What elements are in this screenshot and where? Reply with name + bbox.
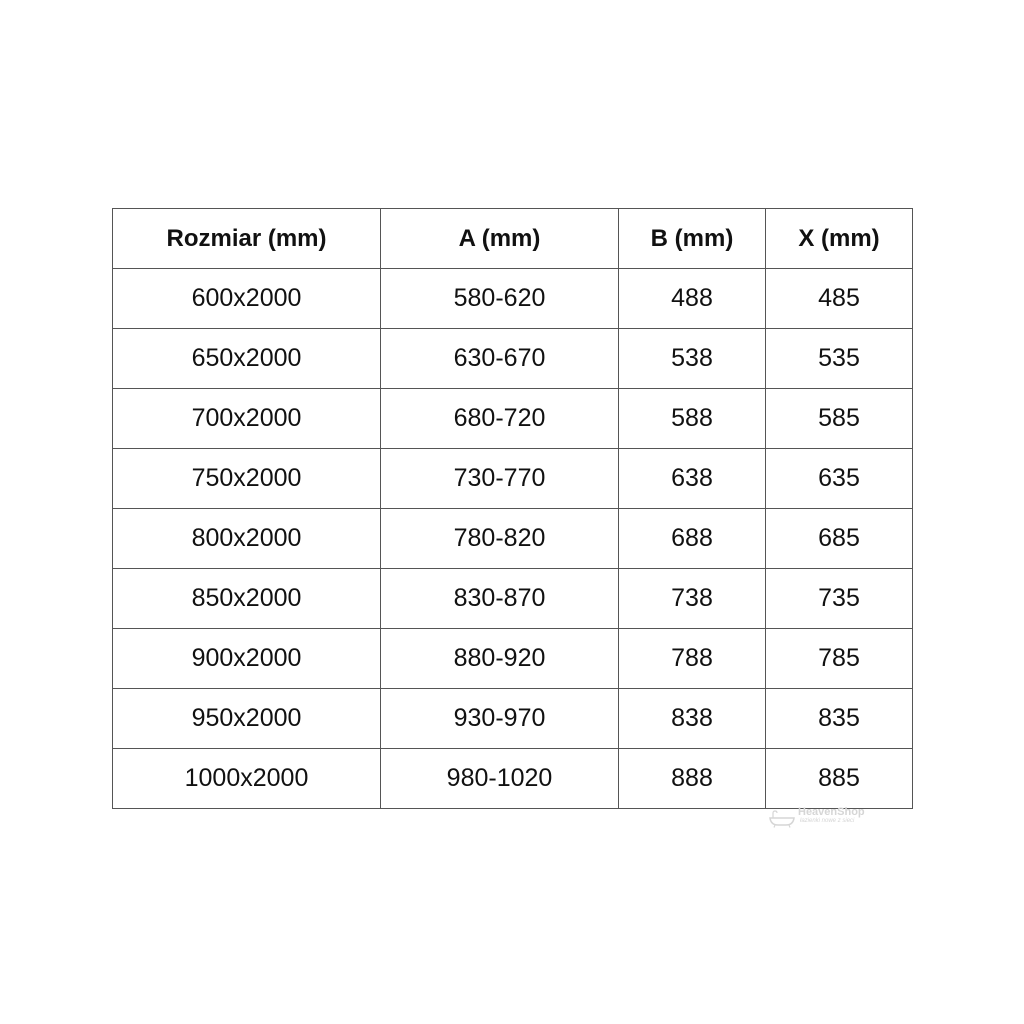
table-row	[113, 389, 913, 449]
cell-rozmiar: 800x2000	[113, 509, 381, 569]
table-row	[113, 269, 913, 329]
cell-x: 485	[766, 269, 913, 329]
cell-b: 538	[619, 329, 766, 389]
cell-a: 880-920	[381, 629, 619, 689]
cell-x: 785	[766, 629, 913, 689]
cell-a: 980-1020	[381, 749, 619, 809]
table-row	[113, 569, 913, 629]
cell-rozmiar: 900x2000	[113, 629, 381, 689]
cell-b: 688	[619, 509, 766, 569]
cell-a: 680-720	[381, 389, 619, 449]
cell-a: 630-670	[381, 329, 619, 389]
cell-b: 638	[619, 449, 766, 509]
cell-x: 635	[766, 449, 913, 509]
dimensions-table	[112, 208, 913, 809]
cell-x: 585	[766, 389, 913, 449]
table-row	[113, 629, 913, 689]
table-row	[113, 749, 913, 809]
table-header	[113, 209, 913, 269]
cell-a: 830-870	[381, 569, 619, 629]
cell-rozmiar: 850x2000	[113, 569, 381, 629]
table-body	[113, 269, 913, 809]
header-a: A (mm)	[381, 209, 619, 269]
cell-a: 780-820	[381, 509, 619, 569]
watermark-tagline: łazienki nowe z sieci	[800, 818, 855, 824]
cell-a: 730-770	[381, 449, 619, 509]
cell-b: 488	[619, 269, 766, 329]
cell-rozmiar: 1000x2000	[113, 749, 381, 809]
table-row	[113, 449, 913, 509]
header-x: X (mm)	[766, 209, 913, 269]
cell-rozmiar: 700x2000	[113, 389, 381, 449]
cell-a: 580-620	[381, 269, 619, 329]
cell-x: 885	[766, 749, 913, 809]
header-rozmiar: Rozmiar (mm)	[113, 209, 381, 269]
table-row	[113, 689, 913, 749]
cell-rozmiar: 750x2000	[113, 449, 381, 509]
cell-rozmiar: 950x2000	[113, 689, 381, 749]
cell-x: 685	[766, 509, 913, 569]
cell-a: 930-970	[381, 689, 619, 749]
header-row	[113, 209, 913, 269]
cell-x: 835	[766, 689, 913, 749]
cell-b: 888	[619, 749, 766, 809]
table-row	[113, 329, 913, 389]
cell-b: 838	[619, 689, 766, 749]
heavenshop-watermark	[768, 806, 878, 832]
cell-b: 588	[619, 389, 766, 449]
cell-x: 735	[766, 569, 913, 629]
table-row	[113, 509, 913, 569]
cell-b: 738	[619, 569, 766, 629]
cell-b: 788	[619, 629, 766, 689]
bathtub-icon	[768, 810, 796, 828]
cell-rozmiar: 650x2000	[113, 329, 381, 389]
cell-rozmiar: 600x2000	[113, 269, 381, 329]
header-b: B (mm)	[619, 209, 766, 269]
watermark-name: HeavenShop	[798, 806, 865, 818]
cell-x: 535	[766, 329, 913, 389]
